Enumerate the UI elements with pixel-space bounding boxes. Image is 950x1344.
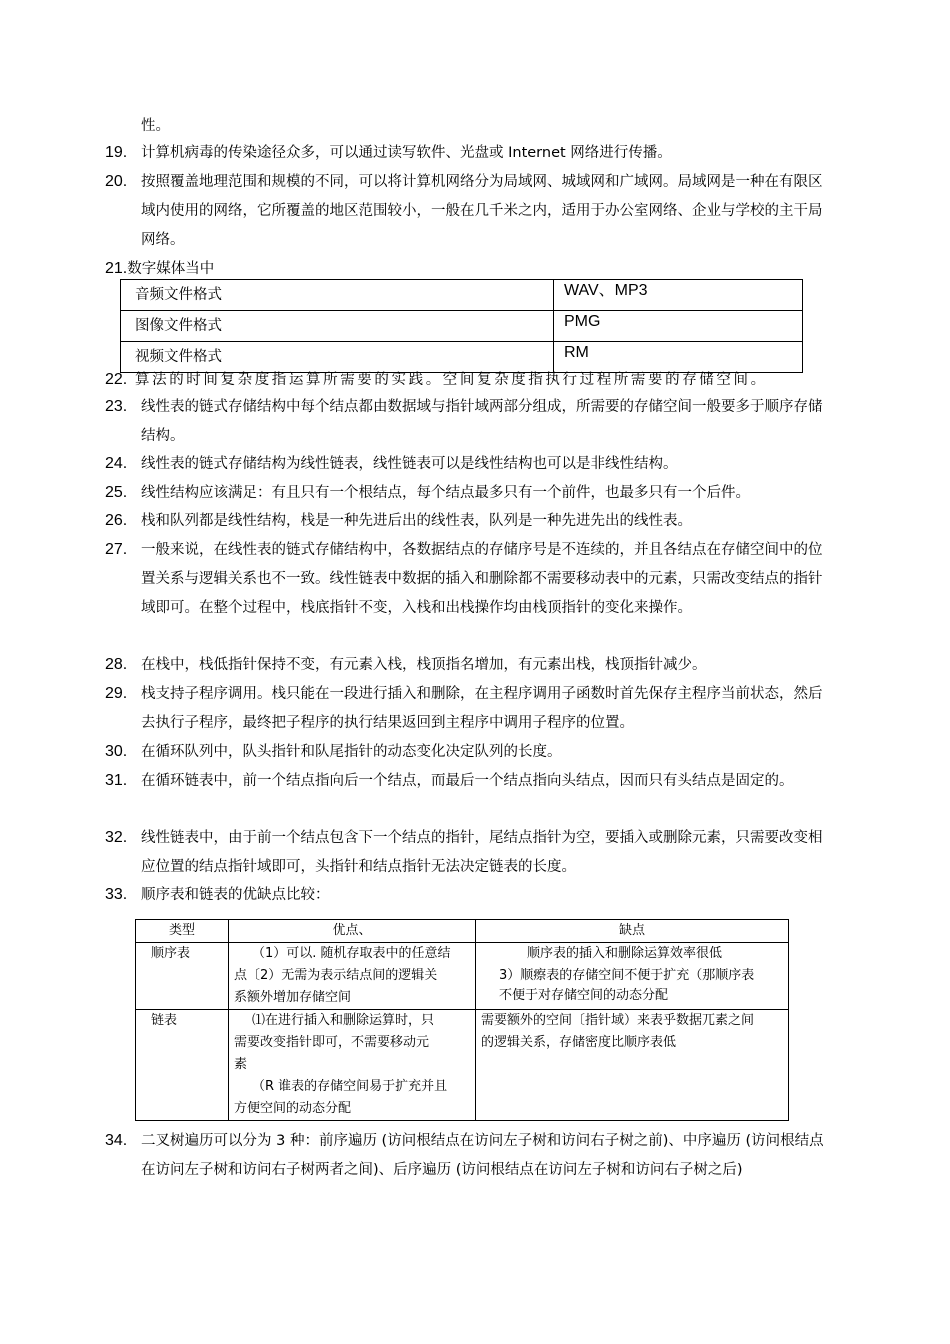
- item-text: 栈和队列都是线性结构，栈是一种先进后出的线性表，队列是一种先进先出的线性表。: [141, 513, 692, 529]
- item-number: 25.: [105, 484, 128, 501]
- table-row: [136, 943, 789, 1010]
- item-text: 线性表的链式存储结构中每个结点都由数据域与指针域两部分组成，所需要的存储空间一般要多于顺序存储结构。: [141, 399, 823, 444]
- cell-line: 的逻辑关系，存储密度比顺序表低: [481, 1035, 677, 1050]
- item-text: 线性链表中，由于前一个结点包含下一个结点的指针，尾结点指针为空，要插入或删除元素，只需要改变相应位置的结点指针域即可，头指针和结点指针无法决定链表的长度。: [141, 830, 823, 875]
- item-text: 二叉树遍历可以分为 3 种：前序遍历 (访问根结点在访问左子树和访问右子树之前)、中序遍历 (访问根结点在访问左子树和访问右子树两者之间)、后序遍历 (访问根结点在访问左子树和访问右子树之后): [141, 1133, 824, 1178]
- table-row: [121, 311, 803, 342]
- comparison-table: [135, 919, 789, 1121]
- item-number: 30.: [105, 743, 128, 760]
- item-number: 29.: [105, 685, 128, 702]
- table-row: [121, 280, 803, 311]
- table-cell: 顺序表: [136, 943, 229, 1010]
- item-number: 28.: [105, 656, 128, 673]
- item-number: 34.: [105, 1132, 128, 1149]
- list-item-22: [105, 366, 825, 395]
- item-text: 栈支持子程序调用。栈只能在一段进行插入和删除，在主程序调用子函数时首先保存主程序当前状态，然后去执行子程序，最终把子程序的执行结果返回到主程序中调用子程序的位置。: [141, 686, 823, 731]
- item-text: 线性表的链式存储结构为线性链表，线性链表可以是线性结构也可以是非线性结构。: [141, 456, 678, 472]
- continuation-text: 性。: [141, 118, 170, 134]
- cell-line: （R 谁表的存储空间易于扩充并且: [252, 1079, 448, 1094]
- list-item-25: [105, 479, 825, 508]
- table-cell: RM: [554, 342, 803, 373]
- cell-line: 方便空间的动态分配: [234, 1101, 352, 1116]
- list-item-21-label: [105, 258, 214, 280]
- item-number: 20.: [105, 173, 128, 190]
- table-header-row: [136, 920, 789, 943]
- table-header-cell: 优点、: [229, 920, 476, 943]
- cell-line: 需要改变指针即可，不需要移动元: [234, 1035, 430, 1050]
- list-item-24: [105, 450, 825, 479]
- media-format-table: [120, 279, 803, 373]
- table-header-cell: 类型: [136, 920, 229, 943]
- item-number: 27.: [105, 541, 128, 558]
- list-item-27: [105, 536, 825, 622]
- list-item-19: [105, 139, 825, 168]
- table-cell: PMG: [554, 311, 803, 342]
- table-cell: 图像文件格式: [121, 311, 554, 342]
- cell-line: 需要额外的空间〔指针域）来表乎数据兀素之间: [481, 1013, 755, 1028]
- item-text: 在栈中，栈低指针保持不变，有元素入栈，栈顶指名增加，有元素出栈，栈顶指针减少。: [141, 657, 707, 673]
- table-row: [136, 1010, 789, 1121]
- item-text: 在循环链表中，前一个结点指向后一个结点，而最后一个结点指向头结点，因而只有头结点是固定的。: [141, 773, 794, 789]
- cell-line: 顺序表的插入和删除运算效率很低: [527, 946, 723, 961]
- table-cell: 视频文件格式: [121, 342, 554, 373]
- item-number: 33.: [105, 886, 128, 903]
- list-item-30: [105, 738, 825, 767]
- table-cell: [229, 1010, 476, 1121]
- table-cell: [476, 943, 789, 1010]
- list-item-33: [105, 881, 825, 910]
- table-cell: 音频文件格式: [121, 280, 554, 311]
- item-number: 22.: [105, 371, 128, 388]
- cell-line: （1）可以. 随机存取表中的任意结: [252, 946, 451, 961]
- list-item-23: [105, 393, 825, 451]
- item-text: 数字媒体当中: [127, 261, 215, 277]
- item-text: 顺序表和链表的优缺点比较：: [141, 887, 330, 903]
- table-cell: [229, 943, 476, 1010]
- list-item-31: [105, 767, 825, 796]
- item-text: 线性结构应该满足：有且只有一个根结点，每个结点最多只有一个前件，也最多只有一个后件。: [141, 485, 750, 501]
- list-item-28: [105, 651, 825, 680]
- cell-line: 点〔2）无需为表示结点间的逻辑关: [234, 968, 438, 983]
- item-number: 31.: [105, 772, 128, 789]
- item-number: 26.: [105, 512, 128, 529]
- item-text: 计算机病毒的传染途径众多，可以通过读写软件、光盘或 Internet 网络进行传播。: [141, 145, 672, 161]
- item-text: 一般来说，在线性表的链式存储结构中，各数据结点的存储序号是不连续的，并且各结点在存储空间中的位置关系与逻辑关系也不一致。线性链表中数据的插入和删除都不需要移动表中的元素，只需改变结点的指针域即可。在整个过程中，栈底指针不变，入栈和出栈操作均由栈顶指针的变化来操作。: [141, 542, 823, 616]
- table-cell: [476, 1010, 789, 1121]
- item-number: 23.: [105, 398, 128, 415]
- list-item-32: [105, 824, 825, 882]
- cell-line: 不便于对存储空间的动态分配: [499, 988, 669, 1003]
- list-item-26: [105, 507, 825, 536]
- list-item-34: [105, 1127, 825, 1185]
- table-header-cell: 缺点: [476, 920, 789, 943]
- cell-line: 3）顺瘵表的存储空间不便于扩充（那顺序表: [499, 968, 755, 983]
- item-number: 24.: [105, 455, 128, 472]
- table-cell: WAV、MP3: [554, 280, 803, 311]
- cell-line: 系额外增加存储空间: [234, 990, 352, 1005]
- cell-line: 素: [234, 1057, 248, 1072]
- table-cell: 链表: [136, 1010, 229, 1121]
- item-number: 21.: [105, 260, 128, 277]
- item-text: 按照覆盖地理范围和规模的不同，可以将计算机网络分为局域网、城域网和广域网。局域网是一种在有限区域内使用的网络，它所覆盖的地区范围较小，一般在几千米之内，适用于办公室网络、企业与学校的主干局网络。: [141, 174, 823, 248]
- list-item-29: [105, 680, 825, 738]
- item-number: 19.: [105, 144, 128, 161]
- cell-line: ⑴在进行插入和删除运算时，只: [252, 1013, 435, 1028]
- list-item-20: [105, 168, 825, 254]
- item-text: 算法的时间复杂度指运算所需要的实践。空间复杂度指执行过程所需要的存储空间。: [135, 372, 768, 388]
- item-text: 在循环队列中，队头指针和队尾指针的动态变化决定队列的长度。: [141, 744, 562, 760]
- item-number: 32.: [105, 829, 128, 846]
